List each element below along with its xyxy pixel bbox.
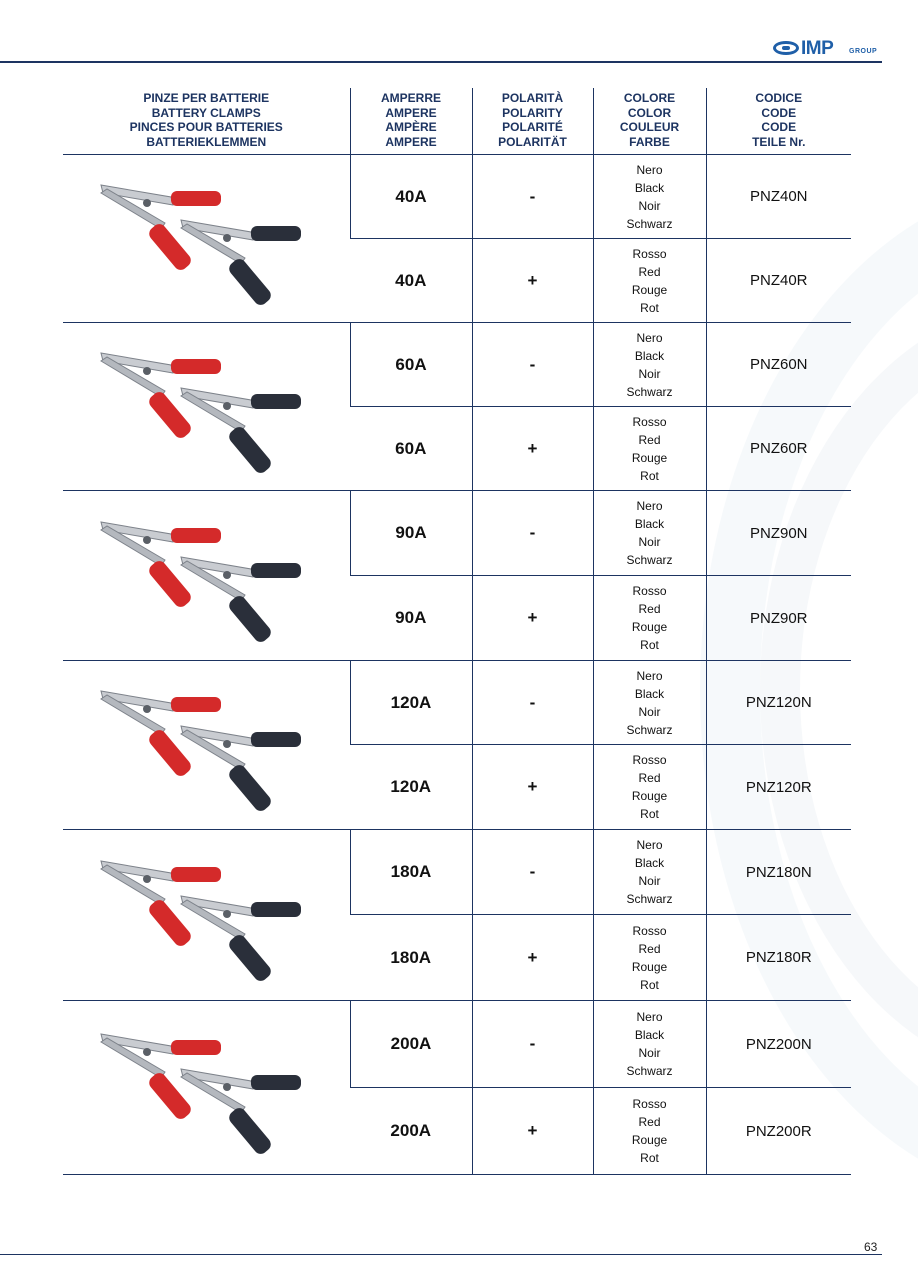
color-label: Rouge xyxy=(631,1133,668,1147)
polarity-cell: + xyxy=(472,1088,593,1175)
color-label: Black xyxy=(634,180,665,195)
color-cell xyxy=(593,830,706,915)
color-label: Schwarz xyxy=(626,1064,673,1078)
code-cell: PNZ60R xyxy=(706,407,851,491)
product-table xyxy=(63,88,851,1175)
color-label: Rot xyxy=(640,977,659,992)
product-image-cell xyxy=(63,1001,350,1175)
code-cell: PNZ40N xyxy=(706,155,851,239)
color-label: Rosso xyxy=(632,246,667,261)
color-label: Red xyxy=(638,264,661,279)
color-cell xyxy=(593,1001,706,1088)
color-label: Rouge xyxy=(631,620,668,634)
header-amperage: AMPERRE AMPERE AMPÈRE AMPERE xyxy=(350,88,472,155)
battery-clamps-pair-icon xyxy=(91,169,321,309)
battery-clamps-pair-icon xyxy=(91,845,321,985)
code-cell: PNZ180R xyxy=(706,915,851,1001)
product-row xyxy=(63,323,851,407)
color-label: Schwarz xyxy=(626,553,673,567)
code-cell: PNZ200N xyxy=(706,1001,851,1088)
color-label: Noir xyxy=(638,874,661,888)
color-label: Red xyxy=(638,602,661,616)
color-label: Rot xyxy=(640,1151,659,1165)
color-label: Black xyxy=(634,348,665,363)
color-label: Rouge xyxy=(631,450,668,465)
product-row xyxy=(63,830,851,915)
color-label: Rot xyxy=(640,807,659,821)
color-cell xyxy=(593,407,706,491)
product-image-cell xyxy=(63,323,350,491)
amperage-cell: 120A xyxy=(350,661,472,745)
code-cell: PNZ60N xyxy=(706,323,851,407)
polarity-cell: + xyxy=(472,576,593,661)
amperage-cell: 40A xyxy=(350,239,472,323)
color-cell xyxy=(593,745,706,830)
polarity-cell: + xyxy=(472,239,593,323)
color-label: Rouge xyxy=(631,282,668,297)
color-label: Nero xyxy=(636,499,663,513)
amperage-cell: 40A xyxy=(350,155,472,239)
color-cell xyxy=(593,323,706,407)
color-label: Red xyxy=(638,771,661,785)
product-image-cell xyxy=(63,661,350,830)
color-cell xyxy=(593,915,706,1001)
color-label: Rosso xyxy=(632,923,667,938)
polarity-cell: + xyxy=(472,915,593,1001)
bottom-rule xyxy=(0,1254,882,1255)
color-label: Red xyxy=(638,432,661,447)
color-label: Noir xyxy=(638,1046,661,1060)
color-label: Black xyxy=(634,686,665,701)
color-label: Rosso xyxy=(632,1097,667,1111)
product-row xyxy=(63,155,851,239)
battery-clamps-pair-icon xyxy=(91,506,321,646)
polarity-cell: - xyxy=(472,491,593,576)
code-cell: PNZ40R xyxy=(706,239,851,323)
battery-clamps-pair-icon xyxy=(91,1018,321,1158)
amperage-cell: 180A xyxy=(350,915,472,1001)
amperage-cell: 200A xyxy=(350,1001,472,1088)
color-label: Noir xyxy=(638,704,661,719)
logo-emblem-icon xyxy=(773,41,799,55)
polarity-cell: + xyxy=(472,745,593,830)
color-label: Schwarz xyxy=(626,892,673,906)
amperage-cell: 90A xyxy=(350,576,472,661)
top-rule xyxy=(0,61,882,63)
color-cell xyxy=(593,1088,706,1175)
color-label: Rot xyxy=(640,638,659,652)
color-label: Black xyxy=(634,856,665,870)
color-label: Rosso xyxy=(632,753,667,767)
color-cell xyxy=(593,576,706,661)
polarity-cell: - xyxy=(472,1001,593,1088)
code-cell: PNZ200R xyxy=(706,1088,851,1175)
color-label: Schwarz xyxy=(626,216,673,231)
battery-clamps-pair-icon xyxy=(91,675,321,815)
color-label: Red xyxy=(638,941,661,956)
header-color: COLORE COLOR COULEUR FARBE xyxy=(593,88,706,155)
amperage-cell: 180A xyxy=(350,830,472,915)
color-label: Schwarz xyxy=(626,384,673,399)
color-label: Rouge xyxy=(631,789,668,803)
amperage-cell: 60A xyxy=(350,407,472,491)
battery-clamps-pair-icon xyxy=(91,337,321,477)
polarity-cell: - xyxy=(472,661,593,745)
color-label: Red xyxy=(638,1115,661,1129)
logo-word: IMP xyxy=(801,38,834,59)
polarity-cell: + xyxy=(472,407,593,491)
product-image-cell xyxy=(63,155,350,323)
product-row xyxy=(63,1001,851,1088)
amperage-cell: 200A xyxy=(350,1088,472,1175)
amperage-cell: 60A xyxy=(350,323,472,407)
code-cell: PNZ120N xyxy=(706,661,851,745)
product-image-cell xyxy=(63,830,350,1001)
color-label: Nero xyxy=(636,668,663,683)
color-label: Noir xyxy=(638,198,661,213)
color-label: Black xyxy=(634,1028,665,1042)
polarity-cell: - xyxy=(472,323,593,407)
color-cell xyxy=(593,491,706,576)
header-product: PINZE PER BATTERIE BATTERY CLAMPS PINCES POUR BATTERIES BATTERIEKLEMMEN xyxy=(63,88,350,155)
color-label: Rouge xyxy=(631,959,668,974)
polarity-cell: - xyxy=(472,155,593,239)
color-cell xyxy=(593,239,706,323)
color-label: Nero xyxy=(636,330,663,345)
color-label: Rosso xyxy=(632,584,667,598)
code-cell: PNZ90R xyxy=(706,576,851,661)
color-label: Noir xyxy=(638,535,661,549)
page-number: 63 xyxy=(864,1240,878,1254)
imp-group-logo xyxy=(773,38,883,60)
polarity-cell: - xyxy=(472,830,593,915)
color-label: Schwarz xyxy=(626,722,673,737)
code-cell: PNZ90N xyxy=(706,491,851,576)
product-image-cell xyxy=(63,491,350,661)
color-label: Rosso xyxy=(632,414,667,429)
color-label: Rot xyxy=(640,468,659,483)
header-row xyxy=(63,88,851,155)
amperage-cell: 120A xyxy=(350,745,472,830)
color-label: Noir xyxy=(638,366,661,381)
color-label: Black xyxy=(634,517,665,531)
logo-sub: GROUP xyxy=(849,48,878,55)
code-cell: PNZ120R xyxy=(706,745,851,830)
code-cell: PNZ180N xyxy=(706,830,851,915)
color-label: Nero xyxy=(636,838,663,852)
color-cell xyxy=(593,155,706,239)
product-row xyxy=(63,661,851,745)
color-label: Rot xyxy=(640,300,659,315)
amperage-cell: 90A xyxy=(350,491,472,576)
color-cell xyxy=(593,661,706,745)
header-polarity: POLARITÀ POLARITY POLARITÉ POLARITÄT xyxy=(472,88,593,155)
header-code: CODICE CODE CODE TEILE Nr. xyxy=(706,88,851,155)
color-label: Nero xyxy=(636,1010,663,1024)
color-label: Nero xyxy=(636,162,663,177)
product-row xyxy=(63,491,851,576)
